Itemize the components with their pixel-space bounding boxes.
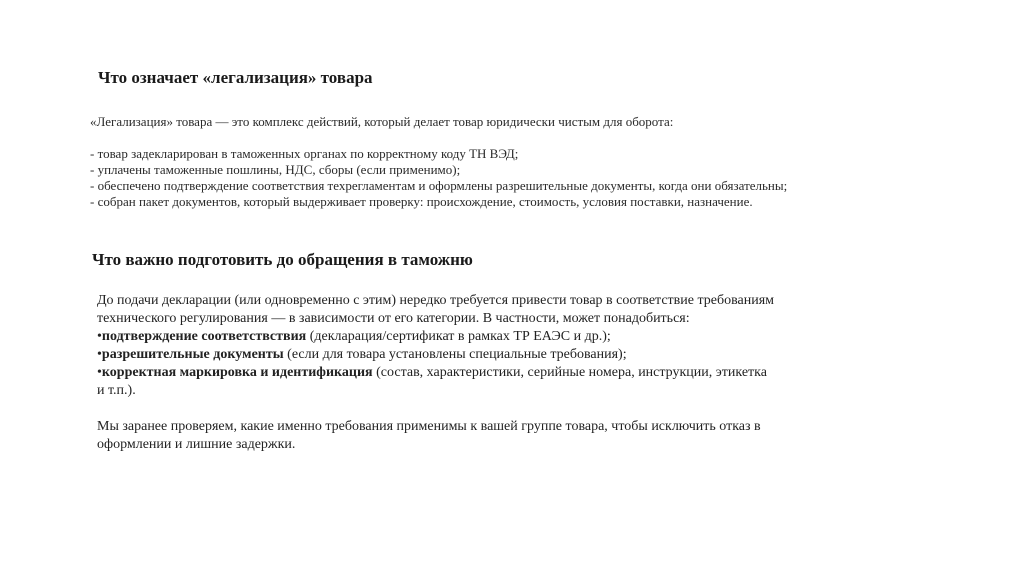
item-bold: подтверждение соответствствия: [101, 329, 307, 344]
list-item: - обеспечено подтверждение соответствия техрегламентам и оформлены разрешительные документы, когда они обязательны;: [90, 178, 788, 193]
section-preparation-title: Что важно подготовить до обращения в таможню: [92, 250, 473, 269]
section-legalization-title: Что означает «легализация» товара: [98, 68, 373, 87]
list-item: - товар задекларирован в таможенных органах по корректному коду ТН ВЭД;: [90, 146, 519, 161]
section-legalization-body: [90, 114, 920, 210]
section-preparation-body: [97, 292, 777, 454]
list-item: - собран пакет документов, который выдерживает проверку: происхождение, стоимость, условия поставки, назначение.: [90, 194, 753, 209]
legalization-intro: «Легализация» товара — это комплекс действий, который делает товар юридически чистым для оборота:: [90, 114, 674, 129]
item-bold: разрешительные документы: [101, 347, 284, 362]
item-text: (декларация/сертификат в рамках ТР ЕАЭС и др.);: [306, 329, 611, 344]
list-item: [97, 328, 777, 346]
bullet: •: [97, 365, 102, 380]
preparation-intro: До подачи декларации (или одновременно с этим) нередко требуется привести товар в соответствие требованиям технического регулирования — в зависимости от его категории. В частности, может понадобиться:: [97, 293, 775, 326]
legalization-list: [90, 146, 920, 210]
preparation-closing: Мы заранее проверяем, какие именно требования применимы к вашей группе товара, чтобы исключить отказ в оформлении и лишние задержки.: [97, 419, 761, 452]
item-bold: корректная маркировка и идентификация: [101, 365, 373, 380]
list-item: [97, 346, 777, 364]
item-text: (состав, характеристики, серийные номера, инструкции, этикетка и т.п.).: [97, 365, 767, 398]
bullet: •: [97, 329, 102, 344]
preparation-list: [97, 328, 777, 400]
bullet: •: [97, 347, 102, 362]
list-item: [97, 364, 777, 400]
list-item: - уплачены таможенные пошлины, НДС, сборы (если применимо);: [90, 162, 461, 177]
item-text: (если для товара установлены специальные требования);: [283, 347, 627, 362]
